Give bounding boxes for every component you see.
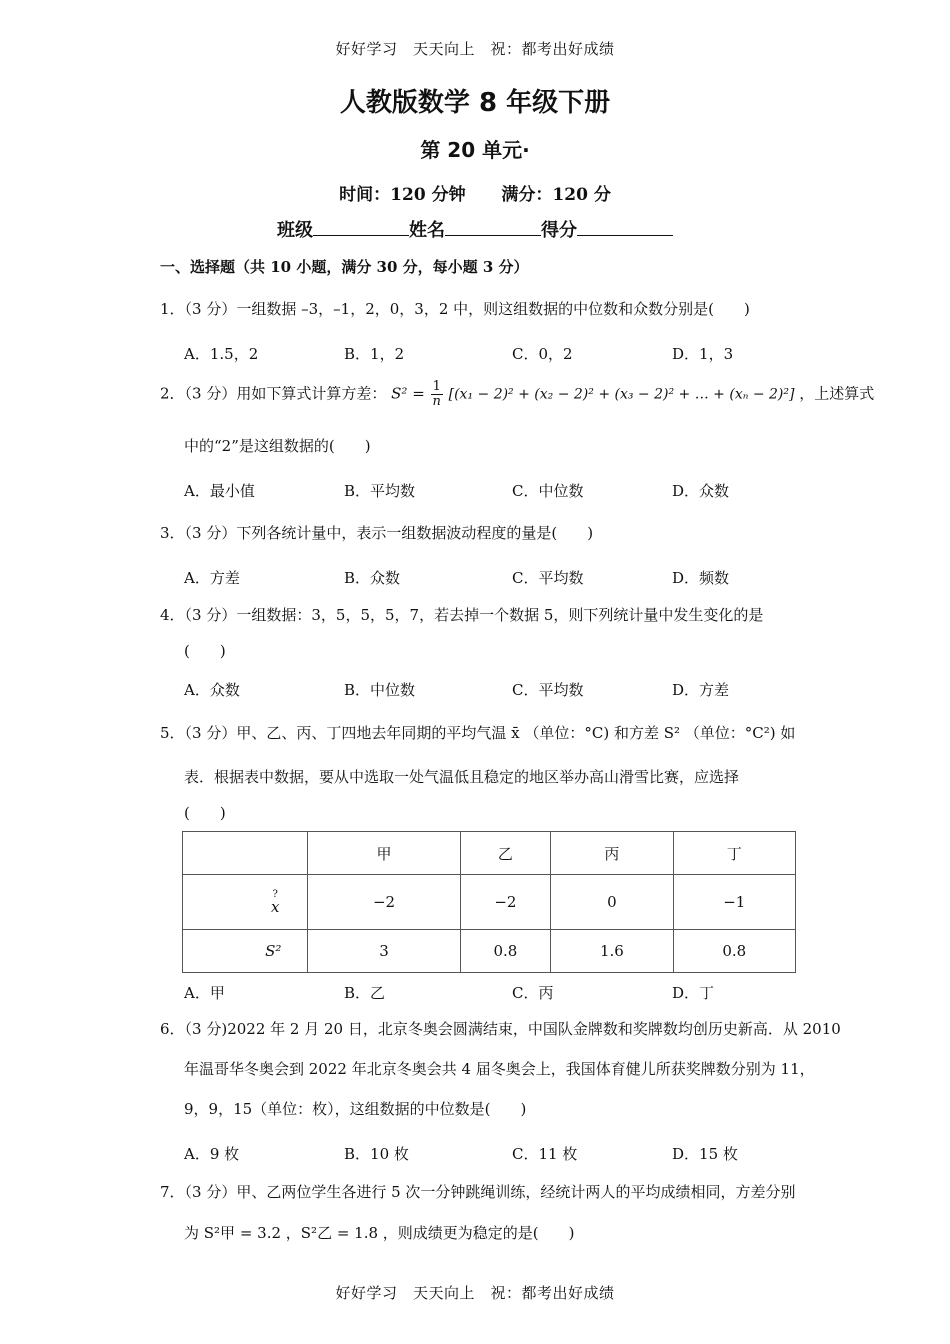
question-2-suffix: ，上述算式 [799, 384, 875, 403]
variance-lhs: S² = [391, 384, 425, 403]
time-limit: 时间：120 分钟 [339, 185, 466, 205]
question-2 [160, 380, 900, 409]
name-blank[interactable] [445, 217, 541, 236]
option-b[interactable]: B．众数 [344, 569, 401, 587]
table-row-variance [183, 930, 796, 973]
mean-overbar-mark: ? [272, 888, 278, 900]
option-a[interactable]: A．1.5，2 [184, 345, 259, 363]
question-4-line2: ( ) [184, 642, 226, 660]
table-row-mean [183, 875, 796, 930]
question-6-line3: 9，9，15（单位：枚），这组数据的中位数是( ) [184, 1100, 527, 1118]
table-cell: 0.8 [673, 930, 795, 973]
full-score: 满分：120 分 [501, 185, 611, 205]
question-1: 1．（3 分）一组数据 –3，–1，2，0，3，2 中，则这组数据的中位数和众数分别是( ) [160, 300, 750, 318]
table-header-cell: 乙 [460, 832, 551, 875]
option-c[interactable]: C．中位数 [512, 482, 584, 500]
question-5-line2: 表．根据表中数据，要从中选取一处气温低且稳定的地区举办高山滑雪比赛，应选择 [184, 768, 740, 786]
name-label: 姓名 [409, 220, 445, 241]
formula-fraction [431, 380, 443, 409]
question-5-line3: ( ) [184, 804, 226, 822]
option-c[interactable]: C．平均数 [512, 681, 584, 699]
option-a[interactable]: A．方差 [184, 569, 240, 587]
question-5: 5．（3 分）甲、乙、丙、丁四地去年同期的平均气温 x̄ （单位：°C) 和方差 S² （单位：°C²) 如 [160, 724, 796, 742]
section-heading: 一、选择题（共 10 小题，满分 30 分，每小题 3 分） [160, 258, 529, 276]
option-a[interactable]: A．最小值 [184, 482, 255, 500]
option-a[interactable]: A．众数 [184, 681, 240, 699]
exam-meta [0, 180, 950, 205]
option-c[interactable]: C．11 枚 [512, 1145, 578, 1163]
option-b[interactable]: B．1，2 [344, 345, 405, 363]
table-corner [183, 832, 308, 875]
option-d[interactable]: D．丁 [672, 984, 715, 1002]
table-cell: −2 [460, 875, 551, 930]
table-header-row [183, 832, 796, 875]
question-4: 4．（3 分）一组数据：3，5，5，5，7，若去掉一个数据 5，则下列统计量中发生变化的是 [160, 606, 764, 624]
option-d[interactable]: D．方差 [672, 681, 730, 699]
table-header-cell: 丙 [551, 832, 673, 875]
option-a[interactable]: A．9 枚 [184, 1145, 240, 1163]
table-cell: −1 [673, 875, 795, 930]
table-cell: 0 [551, 875, 673, 930]
unit-title: 第 20 单元· [420, 138, 530, 162]
page-title: 人教版数学 8 年级下册 [339, 88, 611, 118]
table-cell: 3 [308, 930, 460, 973]
option-c[interactable]: C．平均数 [512, 569, 584, 587]
option-a[interactable]: A．甲 [184, 984, 225, 1002]
table-cell: 1.6 [551, 930, 673, 973]
temperature-table [182, 831, 796, 973]
score-label: 得分 [541, 220, 577, 241]
option-c[interactable]: C．0，2 [512, 345, 573, 363]
mean-symbol: x [270, 897, 280, 916]
option-d[interactable]: D．众数 [672, 482, 730, 500]
question-2-line2: 中的“2”是这组数据的( ) [184, 437, 371, 455]
option-b[interactable]: B．平均数 [344, 482, 416, 500]
table-header-cell: 甲 [308, 832, 460, 875]
variance-rhs: [(x₁ − 2)² + (x₂ − 2)² + (x₃ − 2)² + … + (xₙ − 2)²] [448, 386, 795, 403]
table-cell: 0.8 [460, 930, 551, 973]
option-b[interactable]: B．乙 [344, 984, 386, 1002]
fraction-denominator: n [432, 394, 441, 409]
table-cell: −2 [308, 875, 460, 930]
fraction-numerator: 1 [432, 379, 441, 394]
option-c[interactable]: C．丙 [512, 984, 554, 1002]
question-2-prefix: 2．（3 分）用如下算式计算方差： [160, 384, 387, 403]
score-blank[interactable] [577, 217, 673, 236]
class-label: 班级 [277, 220, 313, 241]
question-6-line2: 年温哥华冬奥会到 2022 年北京冬奥会共 4 届冬奥会上，我国体育健儿所获奖牌数分别为 11， [184, 1060, 815, 1078]
table-header-cell: 丁 [673, 832, 795, 875]
question-7: 7．（3 分）甲、乙两位学生各进行 5 次一分钟跳绳训练，经统计两人的平均成绩相同，方差分别 [160, 1183, 796, 1201]
question-7-line2: 为 S²甲 = 3.2 ，S²乙 = 1.8 ，则成绩更为稳定的是( ) [184, 1224, 575, 1242]
student-fields [0, 216, 950, 242]
mean-row-label [183, 875, 308, 930]
question-3: 3．（3 分）下列各统计量中，表示一组数据波动程度的量是( ) [160, 524, 594, 542]
option-b[interactable]: B．中位数 [344, 681, 416, 699]
option-b[interactable]: B．10 枚 [344, 1145, 409, 1163]
page-footer: 好好学习 天天向上 祝：都考出好成绩 [335, 1284, 615, 1302]
option-d[interactable]: D．频数 [672, 569, 730, 587]
option-d[interactable]: D．15 枚 [672, 1145, 738, 1163]
variance-row-label: S² [183, 930, 308, 973]
option-d[interactable]: D．1，3 [672, 345, 734, 363]
question-6: 6．（3 分)2022 年 2 月 20 日，北京冬奥会圆满结束，中国队金牌数和奖牌数均创历史新高．从 2010 [160, 1020, 841, 1038]
class-blank[interactable] [313, 217, 409, 236]
page-header: 好好学习 天天向上 祝：都考出好成绩 [335, 40, 615, 58]
